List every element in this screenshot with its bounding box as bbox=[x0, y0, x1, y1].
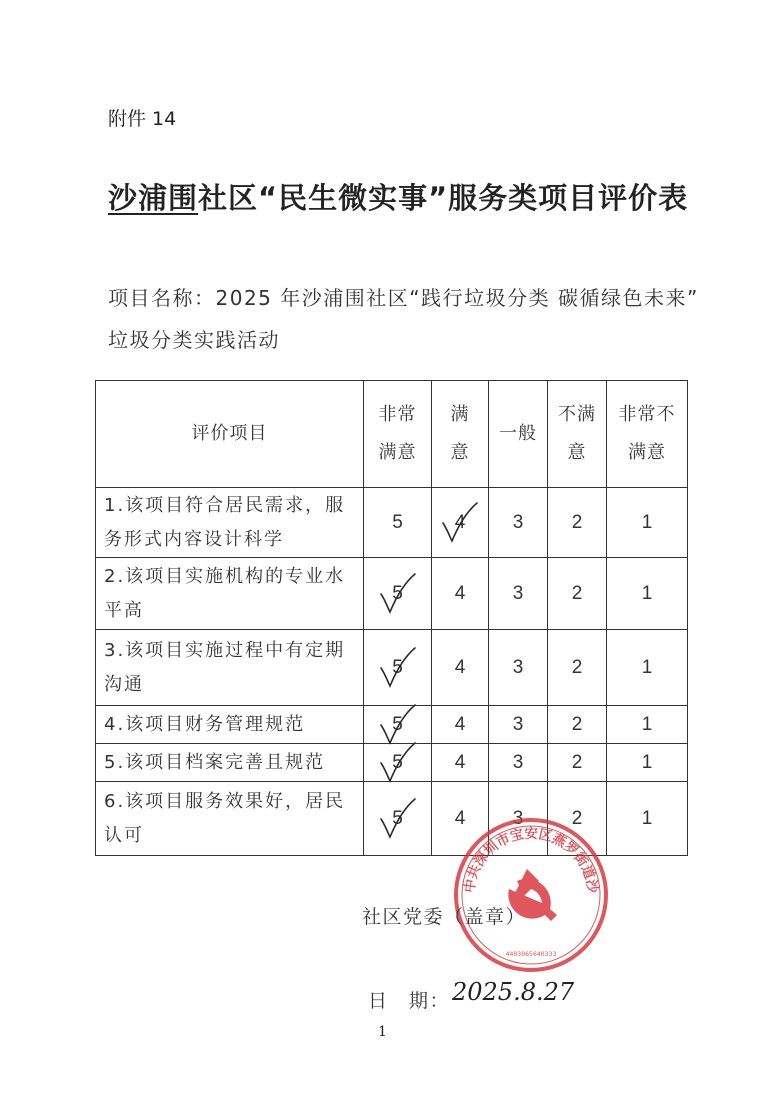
row-item: 2.该项目实施机构的专业水平高 bbox=[96, 558, 364, 630]
score-cell: 5 bbox=[364, 744, 432, 782]
score-cell: 1 bbox=[607, 744, 688, 782]
seal-number: 4403065640333 bbox=[505, 950, 557, 958]
seal-text: 中共深圳市宝安区燕罗街道沙 bbox=[461, 825, 601, 895]
title-rest: 社区“民生微实事”服务类项目评价表 bbox=[198, 181, 689, 215]
score-cell: 3 bbox=[489, 706, 548, 744]
header-average: 一般 bbox=[489, 381, 548, 488]
score-cell: 4 bbox=[432, 706, 489, 744]
table-row bbox=[96, 630, 688, 706]
score-cell: 2 bbox=[548, 782, 607, 856]
attachment-label: 附件 14 bbox=[108, 108, 177, 130]
row-item: 4.该项目财务管理规范 bbox=[96, 706, 364, 744]
community-seal bbox=[452, 816, 610, 974]
score-cell: 2 bbox=[548, 488, 607, 558]
score-cell: 3 bbox=[489, 782, 548, 856]
table-row bbox=[96, 558, 688, 630]
score-cell: 5 bbox=[364, 488, 432, 558]
header-unsatisfied: 不满 意 bbox=[548, 381, 607, 488]
score-cell: 2 bbox=[548, 558, 607, 630]
date-value: 2025.8.27 bbox=[452, 978, 575, 1006]
row-item: 1.该项目符合居民需求，服务形式内容设计科学 bbox=[96, 488, 364, 558]
evaluation-table bbox=[95, 380, 688, 856]
table-row bbox=[96, 706, 688, 744]
score-cell: 2 bbox=[548, 706, 607, 744]
title-underlined: 沙浦围 bbox=[108, 181, 199, 215]
row-item: 3.该项目实施过程中有定期沟通 bbox=[96, 630, 364, 706]
date-label: 日 期： bbox=[368, 990, 451, 1012]
row-item: 6.该项目服务效果好，居民认可 bbox=[96, 782, 364, 856]
score-cell: 5 bbox=[364, 782, 432, 856]
page-number: 1 bbox=[378, 1024, 387, 1040]
table-row bbox=[96, 744, 688, 782]
header-item: 评价项目 bbox=[96, 381, 364, 488]
score-cell: 1 bbox=[607, 630, 688, 706]
score-cell: 2 bbox=[548, 744, 607, 782]
score-cell: 4 bbox=[432, 782, 489, 856]
score-cell: 3 bbox=[489, 558, 548, 630]
score-cell: 3 bbox=[489, 630, 548, 706]
header-very-satisfied: 非常 满意 bbox=[364, 381, 432, 488]
project-name-line2: 垃圾分类实践活动 bbox=[108, 328, 280, 352]
score-cell: 4 bbox=[432, 630, 489, 706]
score-cell: 1 bbox=[607, 706, 688, 744]
score-cell: 5 bbox=[364, 706, 432, 744]
project-name-line1: 项目名称：2025 年沙浦围社区“践行垃圾分类 碳循绿色未来” bbox=[108, 286, 699, 310]
score-cell: 5 bbox=[364, 558, 432, 630]
seal-label: 社区党委（盖章） bbox=[362, 906, 527, 928]
score-cell: 1 bbox=[607, 488, 688, 558]
score-cell: 4 bbox=[432, 744, 489, 782]
score-cell: 3 bbox=[489, 744, 548, 782]
table-header-row bbox=[96, 381, 688, 488]
seal-icon bbox=[452, 816, 610, 974]
score-cell: 4 bbox=[432, 558, 489, 630]
score-cell: 5 bbox=[364, 630, 432, 706]
score-cell: 1 bbox=[607, 558, 688, 630]
header-satisfied: 满 意 bbox=[432, 381, 489, 488]
page-title bbox=[108, 176, 688, 217]
score-cell: 4 bbox=[432, 488, 489, 558]
score-cell: 3 bbox=[489, 488, 548, 558]
score-cell: 2 bbox=[548, 630, 607, 706]
score-cell: 1 bbox=[607, 782, 688, 856]
header-very-unsatisfied: 非常不 满意 bbox=[607, 381, 688, 488]
row-item: 5.该项目档案完善且规范 bbox=[96, 744, 364, 782]
table-row bbox=[96, 488, 688, 558]
